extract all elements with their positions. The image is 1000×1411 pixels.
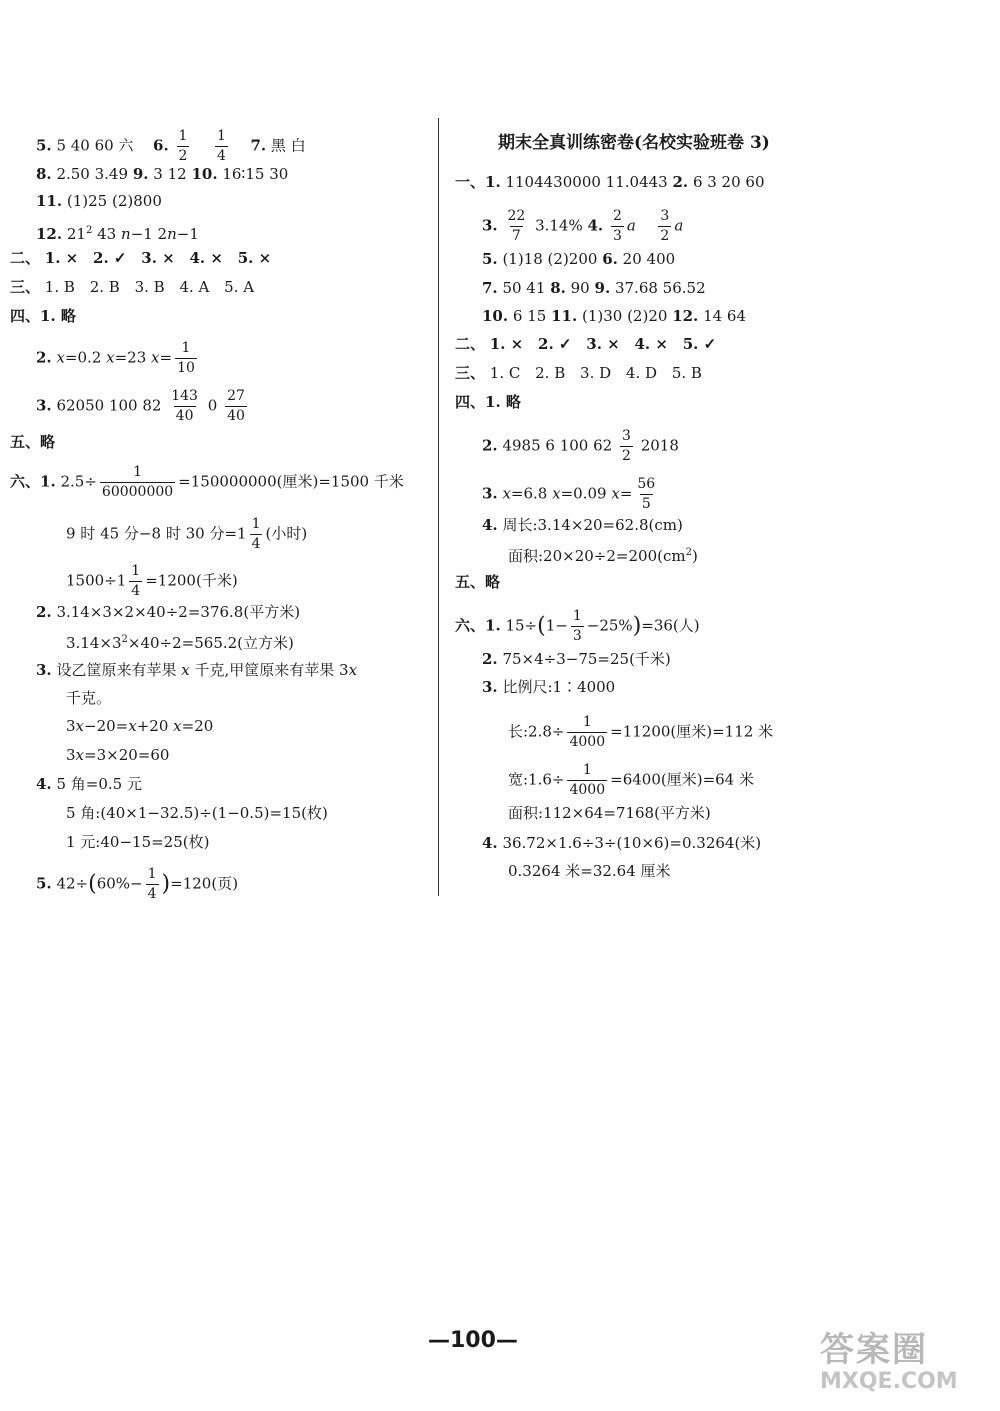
- right-s1-row2: 3. $\frac{22}{7}$ 3.14% 4. $\frac{2}{3}$ a $\frac{3}{2}$ a: [482, 208, 684, 244]
- left-s6-q4b: 5 角:(40×1−32.5)÷(1−0.5)=15(枚): [66, 804, 328, 822]
- left-s6-q1a: 六、1. 2.5÷ $\frac{1}{60000000}$ =150000000(厘米)=1500 千米: [10, 464, 404, 500]
- left-section-2: 二、 1. × 2. ✓ 3. × 4. × 5. ×: [10, 249, 272, 267]
- fraction: $\frac{3}{2}$: [621, 428, 631, 464]
- left-s6-q1c: 1500÷1 $\frac{1}{4}$ =1200(千米): [66, 563, 238, 599]
- fraction: $\frac{1}{2}$: [178, 128, 188, 164]
- right-s6-q3c: 宽:1.6÷ $\frac{1}{4000}$ =6400(厘米)=64 米: [508, 762, 754, 798]
- left-s6-q4c: 1 元:40−15=25(枚): [66, 833, 210, 851]
- fraction: $\frac{1}{4000}$: [569, 714, 606, 750]
- left-s4-q2: 2. x=0.2 x=23 x= $\frac{1}{10}$: [36, 340, 195, 376]
- section-title: 期末全真训练密卷(名校实验班卷 3): [498, 133, 770, 153]
- right-s1-row1: 一、1. 1104430000 11.0443 2. 6 3 20 60: [455, 173, 765, 191]
- fraction: $\frac{1}{60000000}$: [101, 464, 174, 500]
- left-q5-q7: 5. 5 40 60 六 6. $\frac{1}{2}$ $\frac{1}{4}$ 7. 黑 白: [36, 128, 306, 164]
- fraction: $\frac{143}{40}$: [171, 388, 198, 424]
- left-s6-q2b: $3.14\times 3^2\times 40\div 2=565.2$(立方米): [66, 634, 294, 652]
- right-section-3: 三、 1. C 2. B 3. D 4. D 5. B: [455, 364, 702, 382]
- right-section-2: 二、 1. × 2. ✓ 3. × 4. × 5. ✓: [455, 335, 717, 353]
- fraction: $\frac{1}{4}$: [131, 563, 141, 599]
- left-s6-q3d: 3x=3×20=60: [66, 746, 170, 764]
- right-s6-q4b: 0.3264 米=32.64 厘米: [508, 862, 671, 880]
- right-s6-q4a: 4. 36.72×1.6÷3÷(10×6)=0.3264(米): [482, 834, 762, 852]
- page-number: —100—: [428, 1328, 518, 1353]
- fraction: $\frac{1}{10}$: [177, 340, 195, 376]
- right-s1-row4: 7. 50 41 8. 90 9. 37.68 56.52: [482, 279, 706, 297]
- fraction: $\frac{22}{7}$: [507, 208, 526, 244]
- right-s6-q1: 六、1. 15÷(1− $\frac{1}{3}$ −25%)=36(人): [455, 608, 700, 644]
- fraction: $\frac{1}{4}$: [216, 128, 226, 164]
- fraction: $\frac{1}{4}$: [147, 866, 157, 902]
- right-s4-q2: 2. 4985 6 100 62 $\frac{3}{2}$ 2018: [482, 428, 679, 464]
- right-s4-q3: 3. x=6.8 x=0.09 x= $\frac{56}{5}$: [482, 476, 656, 512]
- left-section-5: 五、略: [10, 433, 56, 451]
- right-s6-q3b: 长:2.8÷ $\frac{1}{4000}$ =11200(厘米)=112 米: [508, 714, 774, 750]
- right-s6-q3d: 面积:112×64=7168(平方米): [508, 804, 711, 822]
- left-s6-q3a: 3. 设乙筐原来有苹果 x 千克,甲筐原来有苹果 3x: [36, 661, 358, 679]
- column-divider: [438, 118, 439, 896]
- left-s6-q1b: 9 时 45 分−8 时 30 分=1 $\frac{1}{4}$ (小时): [66, 516, 308, 552]
- left-s6-q3b: 千克。: [66, 689, 112, 707]
- fraction: $\frac{1}{4}$: [251, 516, 261, 552]
- watermark-logo: 答案圈 MXQE.COM: [820, 1330, 958, 1394]
- right-s4-q4a: 4. 周长:3.14×20=62.8(cm): [482, 516, 683, 534]
- right-s1-row5: 10. 6 15 11. (1)30 (2)20 12. 14 64: [482, 307, 747, 325]
- fraction: $\frac{1}{3}$: [572, 608, 582, 644]
- right-s4-q4b: 面积$:20\times 20\div 2=200(cm^2)$: [508, 547, 698, 565]
- right-s1-row3: 5. (1)18 (2)200 6. 20 400: [482, 250, 676, 268]
- left-s4-q3: 3. 62050 100 82 $\frac{143}{40}$ 0 $\frac{27}{40}$: [36, 388, 245, 424]
- fraction: $\frac{1}{4000}$: [569, 762, 606, 798]
- left-s6-q5: 5. 42÷(60%− $\frac{1}{4}$ )=120(页): [36, 866, 239, 902]
- fraction: $\frac{2}{3}$: [612, 208, 622, 244]
- fraction: $\frac{56}{5}$: [637, 476, 656, 512]
- right-section-4: 四、1. 略: [455, 393, 521, 411]
- left-q11: 11. (1)25 (2)800: [36, 192, 162, 210]
- right-s6-q2: 2. 75×4÷3−75=25(千米): [482, 650, 671, 668]
- right-section-5: 五、略: [455, 573, 501, 591]
- fraction: $\frac{3}{2}$: [660, 208, 670, 244]
- left-s6-q2a: 2. 3.14×3×2×40÷2=376.8(平方米): [36, 603, 301, 621]
- left-q8-q10: 8. 2.50 3.49 9. 3 12 10. 16∶15 30: [36, 165, 289, 183]
- left-section-3: 三、 1. B 2. B 3. B 4. A 5. A: [10, 278, 255, 296]
- left-s6-q4a: 4. 5 角=0.5 元: [36, 775, 142, 793]
- right-s6-q3a: 3. 比例尺:1∶4000: [482, 678, 616, 696]
- fraction: $\frac{27}{40}$: [227, 388, 245, 424]
- left-q12: 12. $21^2$ 43 n−1 2n−1: [36, 225, 199, 243]
- left-s6-q3c: 3x−20=x+20 x=20: [66, 717, 214, 735]
- left-section-4: 四、1. 略: [10, 307, 76, 325]
